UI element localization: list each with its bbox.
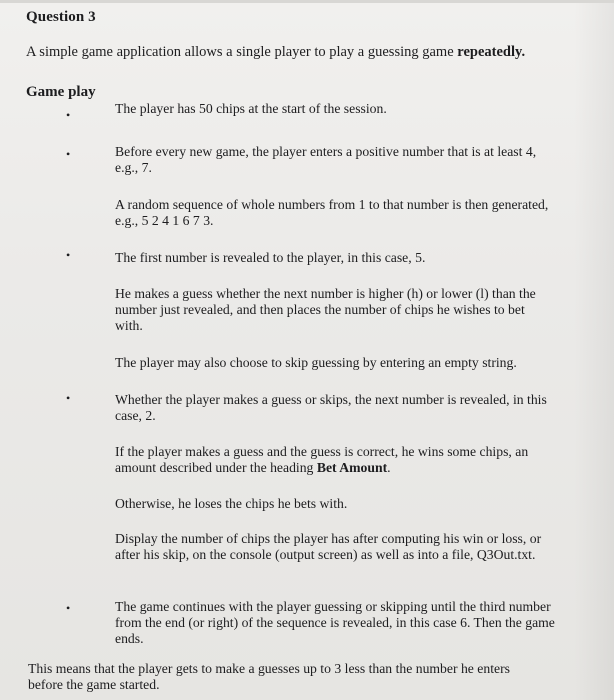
paragraph-correct-guess bbox=[115, 444, 555, 476]
bullet-marker: • bbox=[66, 147, 71, 161]
paragraph-starting-chips: The player has 50 chips at the start of the session. bbox=[115, 101, 387, 116]
paragraph-lose-chips: Otherwise, he loses the chips he bets with. bbox=[115, 496, 348, 511]
paragraph-skip-guess: The player may also choose to skip guessing by entering an empty string. bbox=[115, 355, 517, 370]
bullet-marker: • bbox=[66, 601, 71, 615]
paragraph-correct-guess-end: . bbox=[387, 460, 391, 475]
page-top-edge bbox=[0, 0, 614, 3]
paragraph-next-revealed: Whether the player makes a guess or skips, the next number is revealed, in this case, 2. bbox=[115, 392, 547, 423]
question-title: Question 3 bbox=[26, 9, 96, 25]
bet-amount-heading-ref: Bet Amount bbox=[316, 460, 388, 475]
paragraph-correct-guess-start: If the player makes a guess and the guess is correct, he wins some chips, an amount described under the heading bbox=[115, 444, 529, 475]
bullet-marker: • bbox=[66, 391, 71, 405]
footer-note: This means that the player gets to make a guesses up to 3 less than the number he enters before the game started. bbox=[28, 661, 510, 692]
section-title-game-play: Game play bbox=[26, 84, 96, 100]
intro-text bbox=[26, 44, 525, 61]
paragraph-first-number: The first number is revealed to the player, in this case, 5. bbox=[115, 250, 426, 265]
paragraph-enter-number: Before every new game, the player enters a positive number that is at least 4, e.g., 7. bbox=[115, 144, 537, 175]
intro-text-start: A simple game application allows a single player to play a guessing game bbox=[26, 44, 458, 60]
page-shadow bbox=[574, 0, 614, 700]
bullet-marker: • bbox=[66, 248, 71, 262]
bullet-marker: • bbox=[66, 108, 71, 122]
intro-text-bold: repeatedly. bbox=[457, 44, 526, 60]
paragraph-game-ends: The game continues with the player guessing or skipping until the third number from the end (or right) of the sequence is revealed, in this case 6. Then the game ends. bbox=[115, 599, 555, 646]
paragraph-random-sequence: A random sequence of whole numbers from 1 to that number is then generated, e.g., 5 2 4 1 6 7 3. bbox=[115, 197, 549, 228]
paragraph-make-guess: He makes a guess whether the next number is higher (h) or lower (l) than the number just revealed, and then places the number of chips he wishes to bet with. bbox=[115, 286, 536, 333]
paragraph-display-chips: Display the number of chips the player has after computing his win or loss, or after his skip, on the console (output screen) as well as into a file, Q3Out.txt. bbox=[115, 531, 542, 562]
